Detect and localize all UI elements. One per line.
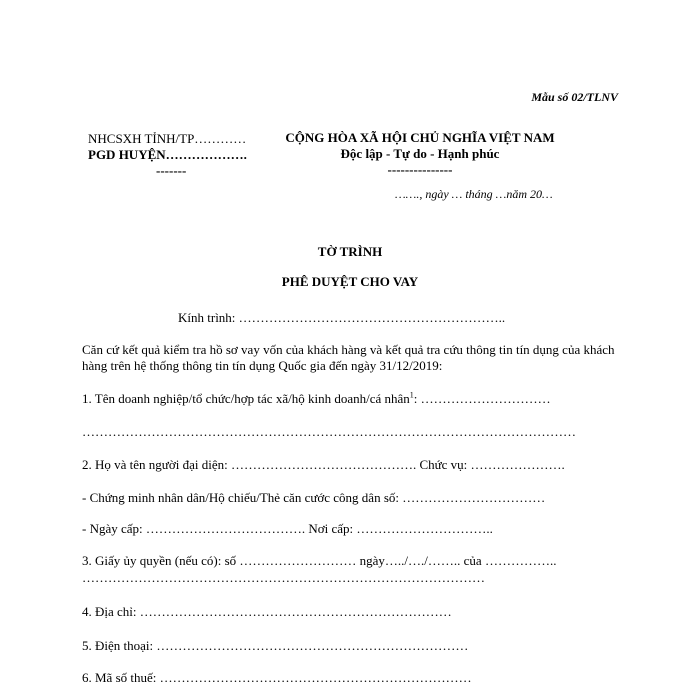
item2-issue-line: - Ngày cấp: ………………………………. Nơi cấp: …………………………..	[82, 521, 493, 536]
left-header-line1: NHCSXH TỈNH/TP…………	[88, 131, 247, 146]
left-header-separator: -------	[156, 163, 187, 178]
item6-line: 6. Mã số thuế: ………………………………………………………………	[82, 670, 472, 685]
item1-dots: : …………………………	[413, 391, 551, 406]
item3-continuation: …………………………………………………………………………………	[82, 570, 485, 585]
right-header-separator: ---------------	[387, 162, 453, 177]
document-title: TỜ TRÌNH	[317, 244, 383, 259]
item1-label: 1. Tên doanh nghiệp/tổ chức/hợp tác xã/hộ kinh doanh/cá nhân	[82, 391, 410, 406]
right-header-line2: Độc lập - Tự do - Hạnh phúc	[340, 146, 500, 161]
intro-paragraph: Căn cứ kết quả kiểm tra hồ sơ vay vốn của khách hàng và kết quả tra cứu thông tin tín dụng của khách hàng trên hệ thống thông tin tín dụng Quốc gia đến ngày 31/12/2019:	[82, 342, 615, 373]
form-code: Mẫu số 02/TLNV	[531, 90, 618, 104]
item3-line: 3. Giấy ủy quyền (nếu có): số ……………………… ngày…../…./…….. của ……………..	[82, 553, 557, 568]
date-line: ……., ngày … tháng …năm 20…	[395, 187, 553, 201]
item1-line	[82, 391, 551, 407]
kinh-trinh-line: Kính trình: ……………………………………………………..	[178, 310, 506, 325]
item5-line: 5. Điện thoại: ………………………………………………………………	[82, 638, 469, 653]
document-subtitle: PHÊ DUYỆT CHO VAY	[281, 274, 419, 289]
item2-line: 2. Họ và tên người đại diện: ……………………………………. Chức vụ: ………………….	[82, 457, 565, 472]
right-header	[270, 130, 570, 178]
left-header	[88, 131, 288, 179]
item1-continuation: ……………………………………………………………………………………………………	[82, 424, 576, 439]
right-header-line1: CỘNG HÒA XÃ HỘI CHỦ NGHĨA VIỆT NAM	[285, 130, 555, 145]
item2-id-line: - Chứng minh nhân dân/Hộ chiếu/Thẻ căn cước công dân số: ……………………………	[82, 490, 546, 505]
footnote-marker: 1	[409, 390, 414, 400]
left-header-line2: PGD HUYỆN……………….	[88, 147, 247, 162]
item4-line: 4. Địa chỉ: ………………………………………………………………	[82, 604, 452, 619]
